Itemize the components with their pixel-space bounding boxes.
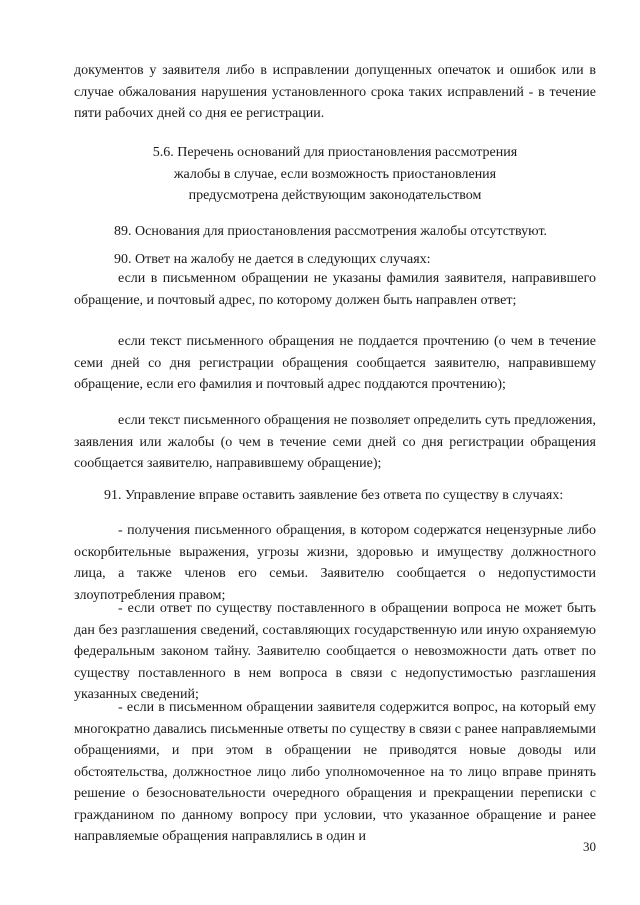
paragraph-90-item-2: если текст письменного обращения не поддается прочтению (о чем в течение семи дней со дня регистрации обращения сообщается заявителю, направившему обращение, если его фамилия и почтовый адрес поддаются прочтению);: [74, 334, 596, 392]
paragraph-91-lead: 91. Управление вправе оставить заявление без ответа по существу в случаях:: [104, 488, 564, 503]
section-title: 5.6. Перечень оснований для приостановления рассмотрения жалобы в случае, если возможность приостановления предусмотрена действующим законодательством: [152, 145, 518, 203]
paragraph-91-item-1: - получения письменного обращения, в котором содержатся нецензурные либо оскорбительные выражения, угрозы жизни, здоровью и имуществу должностного лица, а также членов его семьи. Заявителю сообщается о недопустимости злоупотребления правом;: [74, 523, 596, 603]
intro-paragraph: документов у заявителя либо в исправлении допущенных опечаток и ошибок или в случае обжалования нарушения установленного срока таких исправлений - в течение пяти рабочих дней со дня ее регистрации.: [74, 63, 596, 121]
page-number: 30: [583, 839, 596, 854]
paragraph-91-item-2: - если ответ по существу поставленного в обращении вопроса не может быть дан без разглашения сведений, составляющих государственную или иную охраняемую федеральным законом тайну. Заявителю сообщается о невозможности дать ответ по существу поставленного в нем вопроса в связи с недопустимостью разглашения указанных сведений;: [74, 601, 596, 702]
paragraph-91-item-3: - если в письменном обращении заявителя содержится вопрос, на который ему многократно давались письменные ответы по существу в связи с ранее направляемыми обращениями, и при этом в обращении не приводятся новые доводы или обстоятельства, должностное лицо либо уполномоченное на то лицо вправе принять решение о безосновательности очередного обращения и прекращении переписки с гражданином по данному вопросу при условии, что указанное обращение и ранее направляемые обращения направлялись в один и: [74, 700, 596, 844]
paragraph-90-item-3: если текст письменного обращения не позволяет определить суть предложения, заявления или жалобы (о чем в течение семи дней со дня регистрации обращения сообщается заявителю, направившему обращение);: [74, 413, 596, 471]
paragraph-90-lead: 90. Ответ на жалобу не дается в следующих случаях:: [114, 252, 431, 267]
paragraph-90-item-1: если в письменном обращении не указаны фамилия заявителя, направившего обращение, и почтовый адрес, по которому должен быть направлен ответ;: [74, 271, 596, 308]
paragraph-89: 89. Основания для приостановления рассмотрения жалобы отсутствуют.: [114, 224, 548, 239]
